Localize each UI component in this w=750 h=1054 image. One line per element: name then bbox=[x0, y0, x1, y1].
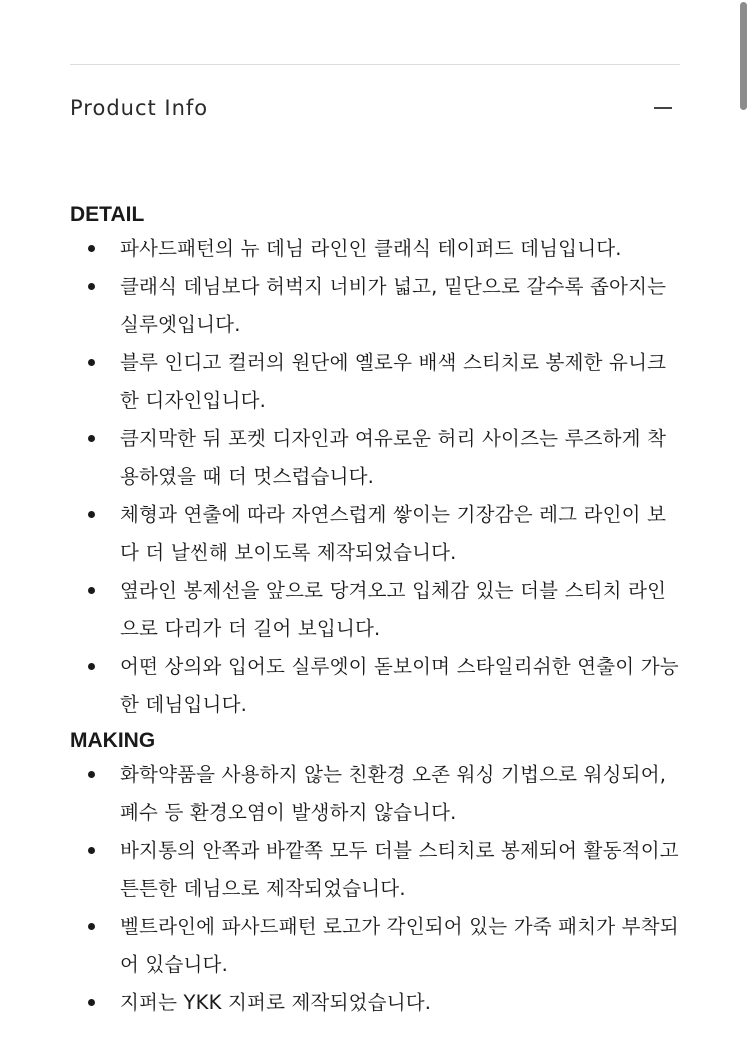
bullet-icon bbox=[88, 771, 95, 778]
detail-list bbox=[70, 230, 682, 724]
list-item: 바지통의 안쪽과 바깥쪽 모두 더블 스티치로 봉제되어 활동적이고 튼튼한 데님으로 제작되었습니다. bbox=[70, 832, 682, 908]
bullet-icon bbox=[88, 359, 95, 366]
list-item: 블루 인디고 컬러의 원단에 옐로우 배색 스티치로 봉제한 유니크한 디자인입니다. bbox=[70, 344, 682, 420]
product-info-content bbox=[70, 200, 682, 1022]
bullet-icon bbox=[88, 435, 95, 442]
bullet-icon bbox=[88, 283, 95, 290]
bullet-icon bbox=[88, 511, 95, 518]
list-item: 체형과 연출에 따라 자연스럽게 쌓이는 기장감은 레그 라인이 보다 더 날씬해 보이도록 제작되었습니다. bbox=[70, 496, 682, 572]
list-item: 벨트라인에 파사드패턴 로고가 각인되어 있는 가죽 패치가 부착되어 있습니다. bbox=[70, 908, 682, 984]
bullet-icon bbox=[88, 847, 95, 854]
section-heading-detail: DETAIL bbox=[70, 203, 145, 226]
accordion-title: Product Info bbox=[70, 96, 209, 120]
list-item: 지퍼는 YKK 지퍼로 제작되었습니다. bbox=[70, 984, 682, 1022]
list-item: 큼지막한 뒤 포켓 디자인과 여유로운 허리 사이즈는 루즈하게 착용하였을 때 더 멋스럽습니다. bbox=[70, 420, 682, 496]
list-item: 화학약품을 사용하지 않는 친환경 오존 워싱 기법으로 워싱되어, 폐수 등 환경오염이 발생하지 않습니다. bbox=[70, 756, 682, 832]
scrollbar-thumb[interactable] bbox=[740, 2, 747, 110]
bullet-icon bbox=[88, 923, 95, 930]
making-section bbox=[70, 726, 682, 1022]
list-item: 옆라인 봉제선을 앞으로 당겨오고 입체감 있는 더블 스티치 라인으로 다리가 더 길어 보입니다. bbox=[70, 572, 682, 648]
list-item: 파사드패턴의 뉴 데님 라인인 클래식 테이퍼드 데님입니다. bbox=[70, 230, 682, 268]
bullet-icon bbox=[88, 663, 95, 670]
section-divider bbox=[70, 64, 680, 65]
section-heading-making: MAKING bbox=[70, 729, 156, 752]
detail-section bbox=[70, 200, 682, 724]
bullet-icon bbox=[88, 245, 95, 252]
bullet-icon bbox=[88, 587, 95, 594]
minus-icon[interactable] bbox=[654, 99, 672, 117]
product-info-accordion-header[interactable] bbox=[70, 90, 680, 126]
bullet-icon bbox=[88, 999, 95, 1006]
list-item: 클래식 데님보다 허벅지 너비가 넓고, 밑단으로 갈수록 좁아지는 실루엣입니다. bbox=[70, 268, 682, 344]
making-list bbox=[70, 756, 682, 1022]
list-item: 어떤 상의와 입어도 실루엣이 돋보이며 스타일리쉬한 연출이 가능한 데님입니다. bbox=[70, 648, 682, 724]
